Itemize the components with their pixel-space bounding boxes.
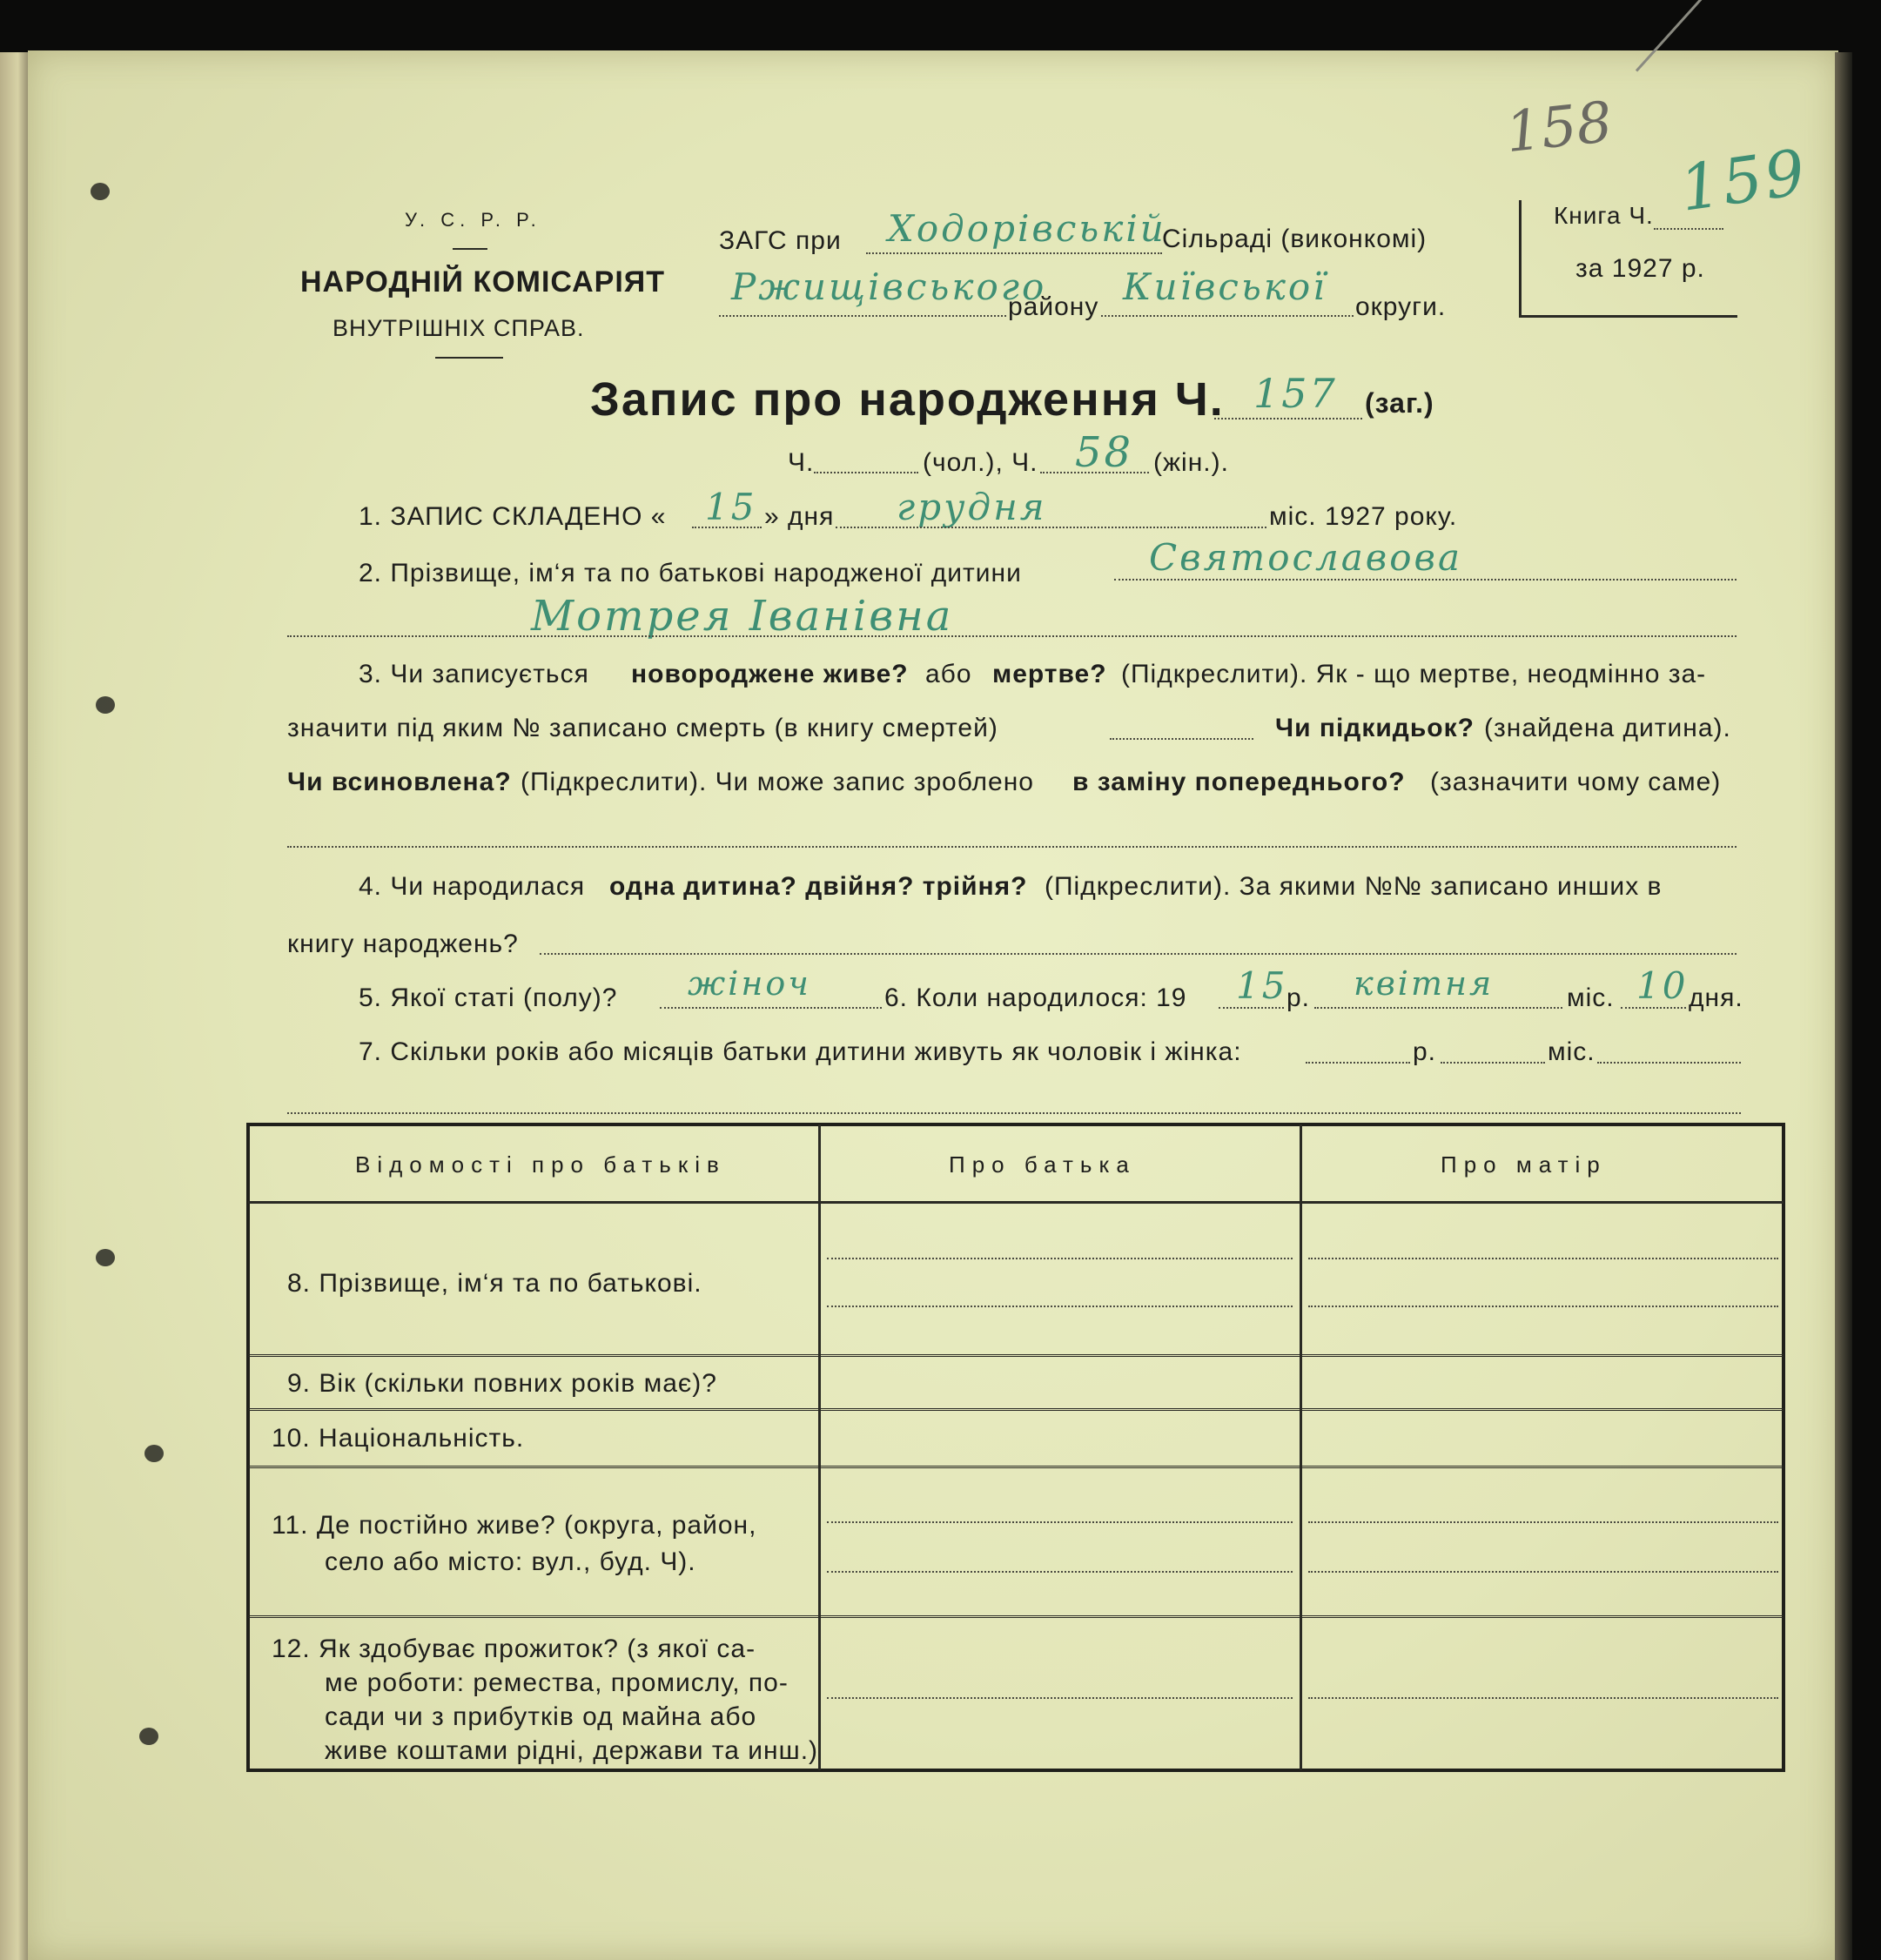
item4-l1c: (Підкреслити). За якими №№ записано инших в — [1045, 872, 1663, 901]
table-row-12-label-2: ме роботи: ремества, промислу, по- — [325, 1668, 789, 1697]
record-number-handwritten: 157 — [1253, 370, 1338, 417]
fill-line — [660, 1007, 882, 1009]
item4-l1a: 4. Чи народилася — [359, 872, 586, 901]
item3-alive: новороджене живе? — [631, 660, 909, 688]
fill-line — [1441, 1062, 1545, 1064]
fill-line — [1308, 1697, 1778, 1699]
record-male-label: (чол.), Ч. — [923, 448, 1038, 477]
item3-l2a: значити під яким № записано смерть (в книгу смертей) — [287, 714, 998, 742]
table-row-divider — [248, 1466, 1784, 1468]
table-row-11-label-2: село або місто: вул., буд. Ч). — [325, 1547, 696, 1576]
item1-mid: » дня — [764, 502, 835, 531]
item3-l3b: (Підкреслити). Чи може запис зроблено — [521, 768, 1034, 796]
record-title: Запис про народження Ч. — [590, 373, 1225, 426]
district-label: району — [1008, 292, 1099, 321]
fill-line — [692, 527, 762, 528]
fill-line — [1214, 418, 1362, 420]
binding-hole — [144, 1445, 164, 1462]
book-number-handwritten: 159 — [1675, 135, 1812, 225]
fill-line — [1040, 472, 1149, 473]
table-row-12-label-1: 12. Як здобуває прожиток? (з якої са- — [272, 1634, 756, 1663]
record-total-suffix: (заг.) — [1365, 387, 1434, 419]
item7-r: р. — [1413, 1037, 1437, 1066]
table-row-divider — [248, 1615, 1784, 1618]
fill-line — [827, 1521, 1293, 1523]
okruha-handwritten: Київської — [1123, 265, 1327, 308]
item6-dnia: дня. — [1689, 983, 1743, 1012]
table-column-divider — [818, 1124, 821, 1770]
fill-line — [827, 1306, 1293, 1307]
item3-l1a: 3. Чи записується — [359, 660, 589, 688]
table-row-divider — [248, 1408, 1784, 1411]
district-handwritten: Ржищівського — [731, 265, 1047, 308]
table-row-8-label: 8. Прізвище, ім‘я та по батькові. — [287, 1269, 702, 1298]
book-label: Книга Ч. — [1554, 202, 1654, 229]
table-header-divider — [248, 1201, 1784, 1204]
table-header-info: Відомості про батьків — [355, 1151, 726, 1178]
fill-line — [1219, 1007, 1284, 1009]
fill-line — [1308, 1258, 1778, 1259]
binding-hole — [139, 1728, 158, 1745]
fill-line — [814, 472, 918, 473]
item3-l3d: (зазначити чому саме) — [1430, 768, 1722, 796]
fill-line — [866, 252, 1162, 254]
item3-l1e: (Підкреслити). Як - що мертве, неодмінно за- — [1121, 660, 1707, 688]
fill-line — [1308, 1306, 1778, 1307]
item6-month-handwritten: квітня — [1354, 964, 1495, 1003]
commissariat-title: НАРОДНІЙ КОМІСАРІЯТ — [300, 265, 665, 299]
left-page-edge — [0, 52, 30, 1960]
fill-line — [1110, 738, 1253, 740]
state-header: У. С. Р. Р. — [405, 209, 541, 231]
item3-l2c: (знайдена дитина). — [1484, 714, 1731, 742]
fill-line — [1621, 1007, 1686, 1009]
item3-replacement: в заміну попереднього? — [1072, 768, 1406, 796]
item1-day-handwritten: 15 — [705, 486, 757, 528]
fill-line — [1308, 1521, 1778, 1523]
fill-line — [1597, 1062, 1741, 1064]
table-row-12-label-3: сади чи з прибутків од майна або — [325, 1702, 757, 1731]
fill-line — [287, 1112, 1741, 1114]
table-header-mother: Про матір — [1441, 1151, 1607, 1178]
fill-line — [1101, 315, 1354, 317]
zags-prefix: ЗАГС при — [719, 226, 842, 255]
item6-day-handwritten: 10 — [1636, 964, 1689, 1007]
item6-year-handwritten: 15 — [1236, 964, 1288, 1007]
book-year: за 1927 р. — [1575, 254, 1705, 283]
commissariat-subtitle: ВНУТРІШНІХ СПРАВ. — [333, 315, 585, 341]
item6-label: 6. Коли народилося: 19 — [884, 983, 1187, 1012]
item6-mis: міс. — [1567, 983, 1615, 1012]
page-edge-shadow — [1835, 52, 1852, 1960]
binding-hole — [96, 696, 115, 714]
table-header-father: Про батька — [949, 1151, 1136, 1178]
fill-line — [287, 846, 1737, 848]
item5-label: 5. Якої статі (полу)? — [359, 983, 618, 1012]
binding-hole — [91, 183, 110, 200]
table-row-12-label-4: живе коштами рідні, держави та инш.) — [325, 1736, 819, 1765]
zags-suffix: Сільраді (виконкомі) — [1162, 225, 1428, 253]
fill-line — [1308, 1571, 1778, 1573]
record-female-number-handwritten: 58 — [1075, 428, 1134, 477]
item4-options: одна дитина? двійня? трійня? — [609, 872, 1028, 901]
fill-line — [827, 1258, 1293, 1259]
fill-line — [719, 315, 1006, 317]
okruha-label: округи. — [1355, 292, 1447, 321]
divider — [453, 248, 487, 250]
item5-sex-handwritten: жіноч — [688, 964, 811, 1003]
table-column-divider — [1300, 1124, 1302, 1770]
divider — [435, 357, 503, 359]
item1-month-handwritten: грудня — [897, 486, 1047, 528]
record-ch-label: Ч. — [788, 448, 815, 477]
item2-label: 2. Прізвище, ім‘я та по батькові народженої дитини — [359, 559, 1022, 587]
item3-adopted: Чи всиновлена? — [287, 768, 512, 796]
fill-line — [1114, 579, 1737, 581]
item1-prefix: 1. ЗАПИС СКЛАДЕНО « — [359, 502, 667, 531]
fill-line — [287, 635, 1737, 637]
item7-label: 7. Скільки років або місяців батьки дитини живуть як чоловік і жінка: — [359, 1037, 1242, 1066]
table-row-9-label: 9. Вік (скільки повних років має)? — [287, 1369, 717, 1398]
item3-foundling: Чи підкидьок? — [1275, 714, 1475, 742]
fill-line — [1306, 1062, 1410, 1064]
binding-hole — [96, 1249, 115, 1266]
item3-or: або — [925, 660, 972, 688]
item3-dead: мертве? — [992, 660, 1107, 688]
item2-name-handwritten: Мотрея Іванівна — [531, 592, 954, 641]
fill-line — [827, 1697, 1293, 1699]
item7-mis: міс. — [1548, 1037, 1595, 1066]
item4-l2: книгу народжень? — [287, 930, 519, 958]
fill-line — [1654, 228, 1723, 230]
item2-surname-handwritten: Святославова — [1149, 536, 1463, 579]
zags-council-handwritten: Ходорівській — [888, 207, 1166, 250]
table-row-divider — [248, 1354, 1784, 1357]
pencil-archive-mark: 158 — [1502, 90, 1616, 166]
fill-line — [827, 1571, 1293, 1573]
record-female-label: (жін.). — [1153, 448, 1229, 477]
table-row-10-label: 10. Національність. — [272, 1424, 525, 1453]
fill-line — [540, 953, 1737, 955]
item6-r: р. — [1286, 983, 1311, 1012]
fill-line — [1314, 1007, 1562, 1009]
fill-line — [836, 527, 1266, 528]
item1-suffix: міс. 1927 року. — [1269, 502, 1458, 531]
table-row-11-label-1: 11. Де постійно живе? (округа, район, — [272, 1511, 757, 1540]
